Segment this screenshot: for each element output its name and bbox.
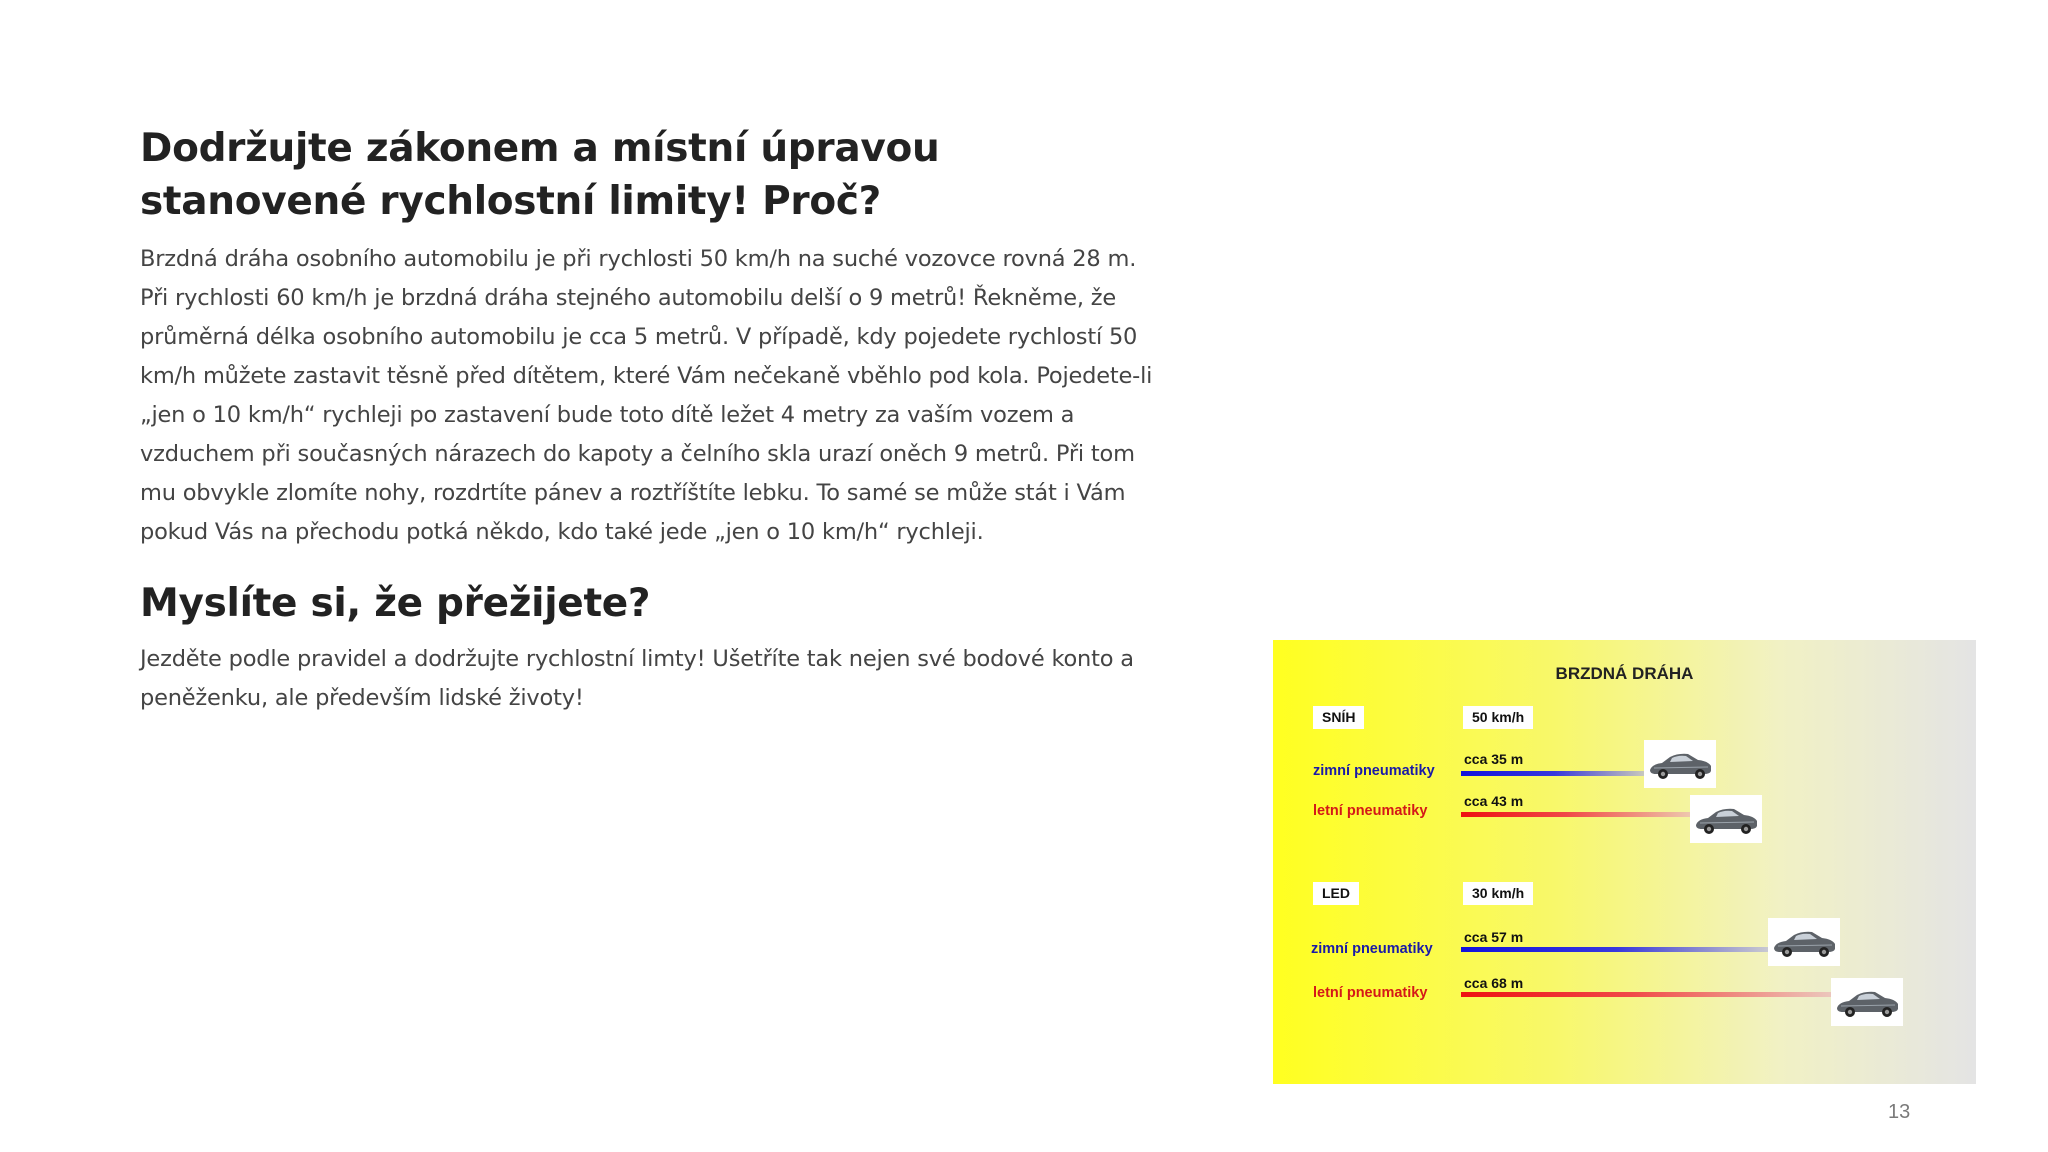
condition-label-snow: SNÍH [1313,706,1364,729]
paragraph-line: vzduchem při současných nárazech do kapoty a čelního skla urazí oněch 9 metrů. Při tom [140,441,1135,467]
paragraph-line: Jezděte podle pravidel a dodržujte rychlostní limty! Ušetříte tak nejen své bodové konto a [140,646,1134,672]
distance-label: cca 57 m [1464,929,1524,945]
paragraph-line: pokud Vás na přechodu potká někdo, kdo také jede „jen o 10 km/h“ rychleji. [140,519,984,545]
braking-bar [1461,947,1772,952]
paragraph-line: Při rychlosti 60 km/h je brzdná dráha stejného automobilu delší o 9 metrů! Řekněme, že [140,285,1117,311]
slide-content [140,122,1170,718]
heading-survive: Myslíte si, že přežijete? [140,581,651,626]
tire-label-summer: letní pneumatiky [1313,803,1428,819]
speed-label-ice: 30 km/h [1463,882,1533,905]
tire-label-winter: zimní pneumatiky [1313,763,1435,779]
distance-label: cca 68 m [1464,975,1524,991]
paragraph-line: km/h můžete zastavit těsně před dítětem, které Vám nečekaně vběhlo pod kola. Pojedete-li [140,363,1153,389]
paragraph-rules [140,640,1170,718]
paragraph-line: mu obvykle zlomíte nohy, rozdrtíte pánev a roztříštíte lebku. To samé se může stát i Vám [140,480,1126,506]
car-icon [1768,918,1840,966]
paragraph-line: peněženku, ale především lidské životy! [140,685,584,711]
paragraph-line: Brzdná dráha osobního automobilu je při rychlosti 50 km/h na suché vozovce rovná 28 m. [140,246,1137,272]
condition-label-ice: LED [1313,882,1359,905]
heading-speed-limits: Dodržujte zákonem a místní úpravou stanovené rychlostní limity! Proč? [140,126,940,224]
car-icon [1690,795,1762,843]
car-icon [1831,978,1903,1026]
paragraph-line: průměrná délka osobního automobilu je cca 5 metrů. V případě, kdy pojedete rychlostí 50 [140,324,1138,350]
braking-distance-chart [1273,640,1976,1084]
car-icon [1644,740,1716,788]
page-number: 13 [1888,1101,1911,1123]
braking-bar [1461,992,1835,997]
speed-label-snow: 50 km/h [1463,706,1533,729]
paragraph-line: „jen o 10 km/h“ rychleji po zastavení bude toto dítě ležet 4 metry za vaším vozem a [140,402,1075,428]
tire-label-summer: letní pneumatiky [1313,985,1428,1001]
chart-title: BRZDNÁ DRÁHA [1555,664,1694,683]
distance-label: cca 43 m [1464,793,1524,809]
braking-bar [1461,771,1648,776]
distance-label: cca 35 m [1464,751,1524,767]
paragraph-braking-distance [140,240,1170,552]
tire-label-winter: zimní pneumatiky [1311,941,1433,957]
braking-bar [1461,812,1694,817]
